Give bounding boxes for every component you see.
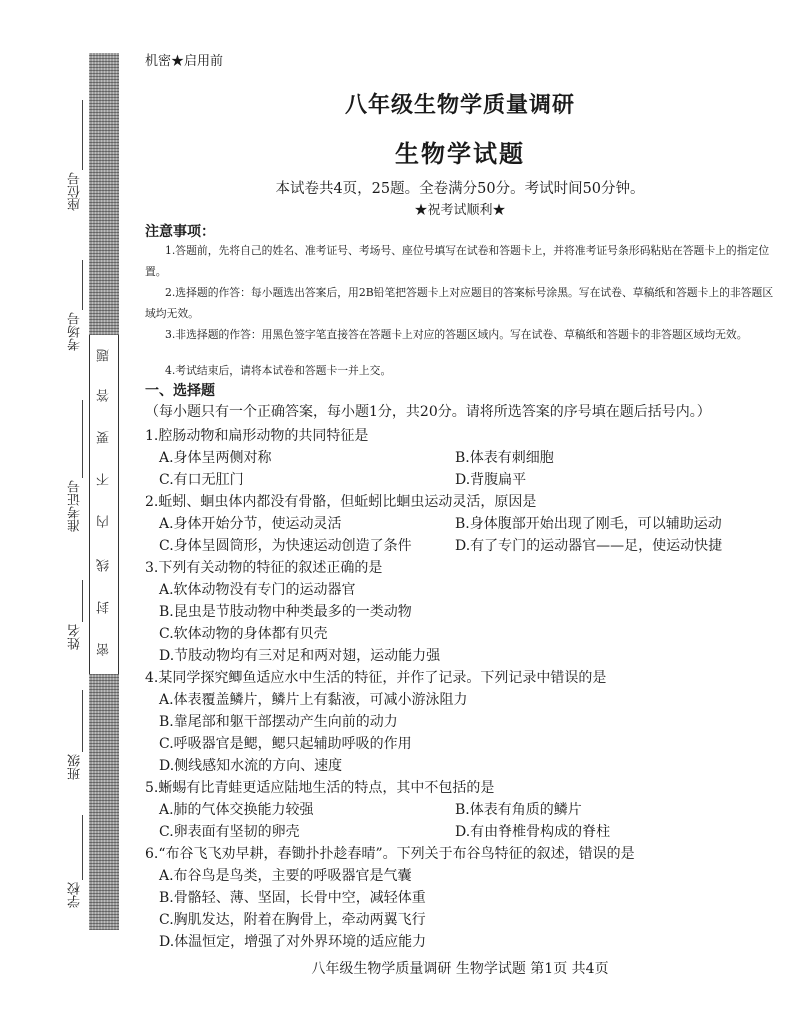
seal-char: 要 <box>97 431 112 444</box>
option: D.体温恒定，增强了对外界环境的适应能力 <box>159 934 427 950</box>
label-ticket-number: 准考证号 <box>68 480 83 532</box>
seal-char: 内 <box>97 515 112 528</box>
label-seat-number: 座位号 <box>68 172 83 211</box>
note-item: 3.非选择题的作答：用黑色签字笔直接答在答题卡上对应的答题区域内。写在试卷、草稿纸和答题卡的非答题区域均无效。 <box>165 328 748 341</box>
label-name: 姓名 <box>68 624 83 650</box>
section-title: 一、选择题 <box>145 383 215 399</box>
option: A.身体呈两侧对称 <box>159 450 272 466</box>
question-stem: 3.下列有关动物的特征的叙述正确的是 <box>145 560 383 576</box>
option: C.胸肌发达，附着在胸骨上，牵动两翼飞行 <box>159 912 426 928</box>
option: B.身体腹部开始出现了刚毛，可以辅助运动 <box>455 516 722 532</box>
label-school: 学校 <box>68 882 83 908</box>
option: A.身体开始分节，使运动灵活 <box>159 516 342 532</box>
seal-char: 不 <box>97 473 112 486</box>
option: A.软体动物没有专门的运动器官 <box>159 582 356 598</box>
note-item: 1.答题前，先将自己的姓名、准考证号、考场号、座位号填写在试卷和答题卡上，并将准考证号条形码粘贴在答题卡上的指定位置。 <box>145 244 770 278</box>
note-item: 2.选择题的作答：每小题选出答案后，用2B铅笔把答题卡上对应题目的答案标号涂黑。写在试卷、草稿纸和答题卡上的非答题区域均无效。 <box>145 286 774 320</box>
binding-margin <box>0 0 145 1023</box>
option: A.肺的气体交换能力较强 <box>159 802 314 818</box>
question-stem: 6.“布谷飞飞劝早耕，春锄扑扑趁春晴”。下列关于布谷鸟特征的叙述，错误的是 <box>145 846 635 862</box>
option: D.背腹扁平 <box>455 472 527 488</box>
seal-line-column <box>89 335 119 674</box>
label-exam-room: 考场号 <box>68 312 83 351</box>
seal-char: 题 <box>97 349 112 362</box>
option: D.有由脊椎骨构成的脊柱 <box>455 824 611 840</box>
section-choice-header <box>145 381 775 423</box>
exam-info: 本试卷共4页，25题。全卷满分50分。考试时间50分钟。 <box>275 181 645 197</box>
seal-hatch-bottom <box>89 674 119 930</box>
section-instruction: （每小题只有一个正确答案，每小题1分，共20分。请将所选答案的序号填在题后括号内。） <box>145 404 711 420</box>
option: C.软体动物的身体都有贝壳 <box>159 626 328 642</box>
note-item: 4.考试结束后，请将本试卷和答题卡一并上交。 <box>165 364 392 377</box>
fill-line-ticket <box>82 400 83 478</box>
option: D.有了专门的运动器官——足，使运动快捷 <box>455 538 723 554</box>
option: B.昆虫是节肢动物中种类最多的一类动物 <box>159 604 412 620</box>
seal-char: 封 <box>97 601 112 614</box>
notes-heading: 注意事项： <box>145 224 215 240</box>
question-stem: 5.蜥蜴有比青蛙更适应陆地生活的特点，其中不包括的是 <box>145 780 495 796</box>
option: D.侧线感知水流的方向、速度 <box>159 758 343 774</box>
seal-char: 线 <box>97 559 112 572</box>
option: C.呼吸器官是鳃，鳃只起辅助呼吸的作用 <box>159 736 412 752</box>
question-stem: 1.腔肠动物和扁形动物的共同特征是 <box>145 428 369 444</box>
exam-title: 八年级生物学质量调研 <box>344 92 575 118</box>
option: B.靠尾部和躯干部摆动产生向前的动力 <box>159 714 398 730</box>
secret-label: 机密★启用前 <box>145 54 224 69</box>
fill-line-seat <box>82 100 83 170</box>
option: C.身体呈圆筒形，为快速运动创造了条件 <box>159 538 412 554</box>
exam-wish: ★祝考试顺利★ <box>414 203 506 218</box>
option: C.有口无肛门 <box>159 472 244 488</box>
question-stem: 2.蚯蚓、蛔虫体内都没有骨骼，但蚯蚓比蛔虫运动灵活，原因是 <box>145 494 537 510</box>
fill-line-name <box>82 580 83 622</box>
exam-subtitle: 生物学试题 <box>395 139 525 168</box>
seal-char: 答 <box>97 389 112 402</box>
fill-line-class <box>82 690 83 752</box>
seal-hatch-top <box>89 53 119 335</box>
option: B.体表有角质的鳞片 <box>455 802 582 818</box>
option: D.节肢动物均有三对足和两对翅，运动能力强 <box>159 648 441 664</box>
fill-line-school <box>82 815 83 880</box>
seal-char: 密 <box>97 643 112 656</box>
option: A.体表覆盖鳞片，鳞片上有黏液，可减小游泳阻力 <box>159 692 468 708</box>
option: B.体表有刺细胞 <box>455 450 554 466</box>
option: C.卵表面有坚韧的卵壳 <box>159 824 300 840</box>
question-stem: 4.某同学探究鲫鱼适应水中生活的特征，并作了记录。下列记录中错误的是 <box>145 670 607 686</box>
option: B.骨骼轻、薄、坚固，长骨中空，减轻体重 <box>159 890 426 906</box>
page-footer: 八年级生物学质量调研 生物学试题 第1页 共4页 <box>311 961 609 977</box>
option: A.布谷鸟是鸟类，主要的呼吸器官是气囊 <box>159 868 412 884</box>
label-class: 班级 <box>68 754 83 780</box>
fill-line-room <box>82 260 83 310</box>
